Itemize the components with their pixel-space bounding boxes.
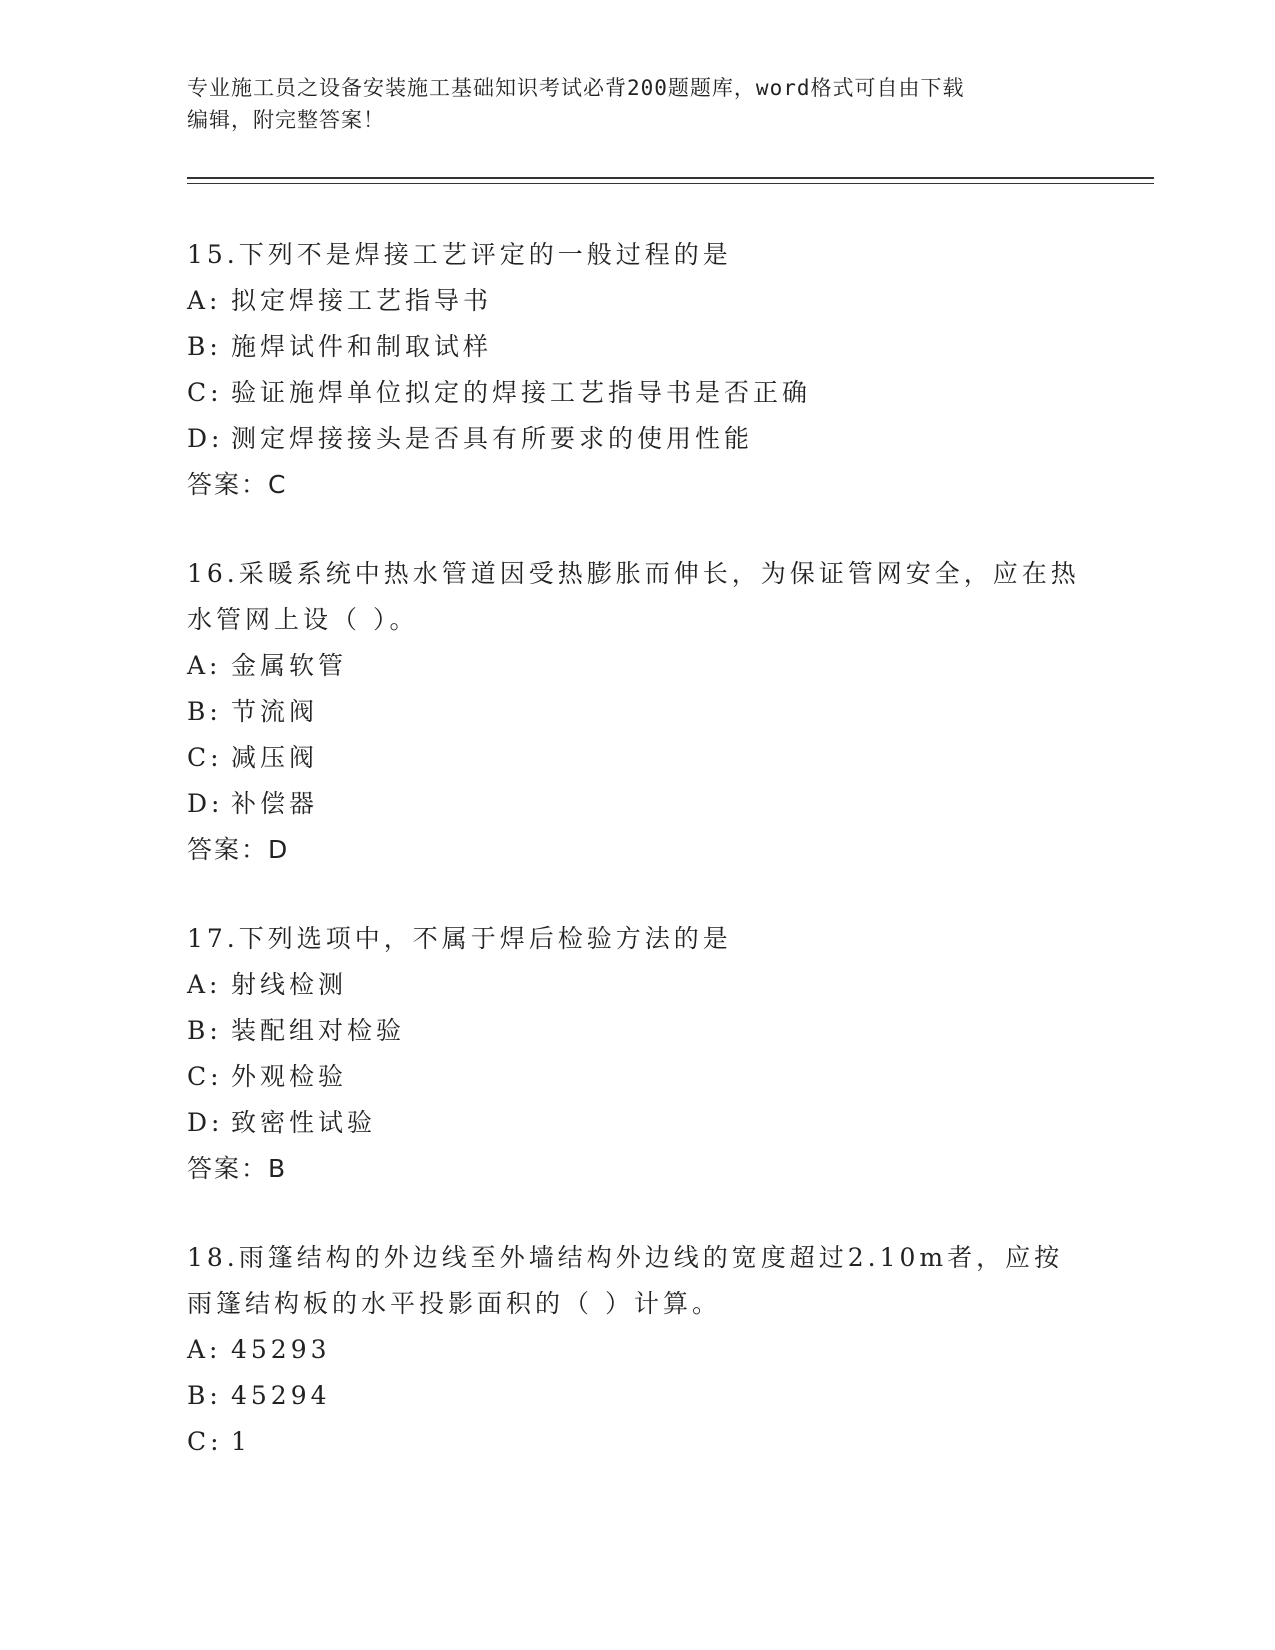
option-text: 施焊试件和制取试样	[231, 332, 493, 361]
option-key: A:	[187, 286, 222, 315]
option-text: 45293	[231, 1335, 331, 1364]
option-b	[187, 1008, 1087, 1054]
option-text: 装配组对检验	[231, 1016, 406, 1045]
option-text: 拟定焊接工艺指导书	[231, 286, 493, 315]
option-a	[187, 643, 1087, 689]
option-key: D:	[187, 1108, 224, 1137]
option-text: 致密性试验	[231, 1108, 377, 1137]
option-text: 射线检测	[231, 970, 348, 999]
document-header	[187, 72, 1087, 136]
option-c	[187, 735, 1087, 781]
option-c	[187, 370, 1087, 416]
question-text: 16.采暖系统中热水管道因受热膨胀而伸长，为保证管网安全，应在热水管网上设（ ）。	[187, 559, 1080, 634]
option-text: 金属软管	[231, 651, 348, 680]
question-text: 15.下列不是焊接工艺评定的一般过程的是	[187, 240, 732, 269]
option-key: B:	[187, 697, 222, 726]
option-a	[187, 1327, 1087, 1373]
answer-line: 答案：C	[187, 470, 288, 499]
option-key: B:	[187, 1381, 222, 1410]
option-key: C:	[187, 378, 223, 407]
header-divider-thick	[187, 177, 1154, 179]
answer-line: 答案：B	[187, 1154, 288, 1183]
option-key: A:	[187, 970, 222, 999]
option-text: 补偿器	[231, 789, 319, 818]
option-b	[187, 689, 1087, 735]
option-text: 外观检验	[231, 1062, 348, 1091]
option-key: A:	[187, 651, 222, 680]
option-a	[187, 278, 1087, 324]
question-15	[187, 232, 1087, 508]
question-16	[187, 551, 1087, 873]
option-text: 验证施焊单位拟定的焊接工艺指导书是否正确	[231, 378, 812, 407]
option-d	[187, 1100, 1087, 1146]
option-key: B:	[187, 332, 222, 361]
option-key: C:	[187, 743, 223, 772]
question-text: 18.雨篷结构的外边线至外墙结构外边线的宽度超过2.10m者，应按雨篷结构板的水平投影面积的（ ）计算。	[187, 1243, 1064, 1318]
option-key: D:	[187, 424, 224, 453]
option-text: 测定焊接接头是否具有所要求的使用性能	[231, 424, 754, 453]
question-18	[187, 1235, 1087, 1465]
option-d	[187, 416, 1087, 462]
header-divider-thin	[187, 183, 1154, 184]
option-key: A:	[187, 1335, 222, 1364]
option-a	[187, 962, 1087, 1008]
option-b	[187, 324, 1087, 370]
question-list	[187, 232, 1087, 1508]
option-text: 1	[231, 1427, 251, 1456]
option-key: D:	[187, 789, 224, 818]
option-text: 减压阀	[231, 743, 319, 772]
option-b	[187, 1373, 1087, 1419]
option-text: 节流阀	[231, 697, 319, 726]
option-key: C:	[187, 1427, 223, 1456]
header-line-1: 专业施工员之设备安装施工基础知识考试必背200题题库，word格式可自由下载	[187, 76, 965, 100]
option-c	[187, 1419, 1087, 1465]
option-c	[187, 1054, 1087, 1100]
option-d	[187, 781, 1087, 827]
option-key: C:	[187, 1062, 223, 1091]
option-key: B:	[187, 1016, 222, 1045]
answer-line: 答案：D	[187, 835, 290, 864]
option-text: 45294	[231, 1381, 331, 1410]
question-text: 17.下列选项中，不属于焊后检验方法的是	[187, 924, 732, 953]
header-line-2: 编辑，附完整答案！	[187, 108, 385, 132]
question-17	[187, 916, 1087, 1192]
